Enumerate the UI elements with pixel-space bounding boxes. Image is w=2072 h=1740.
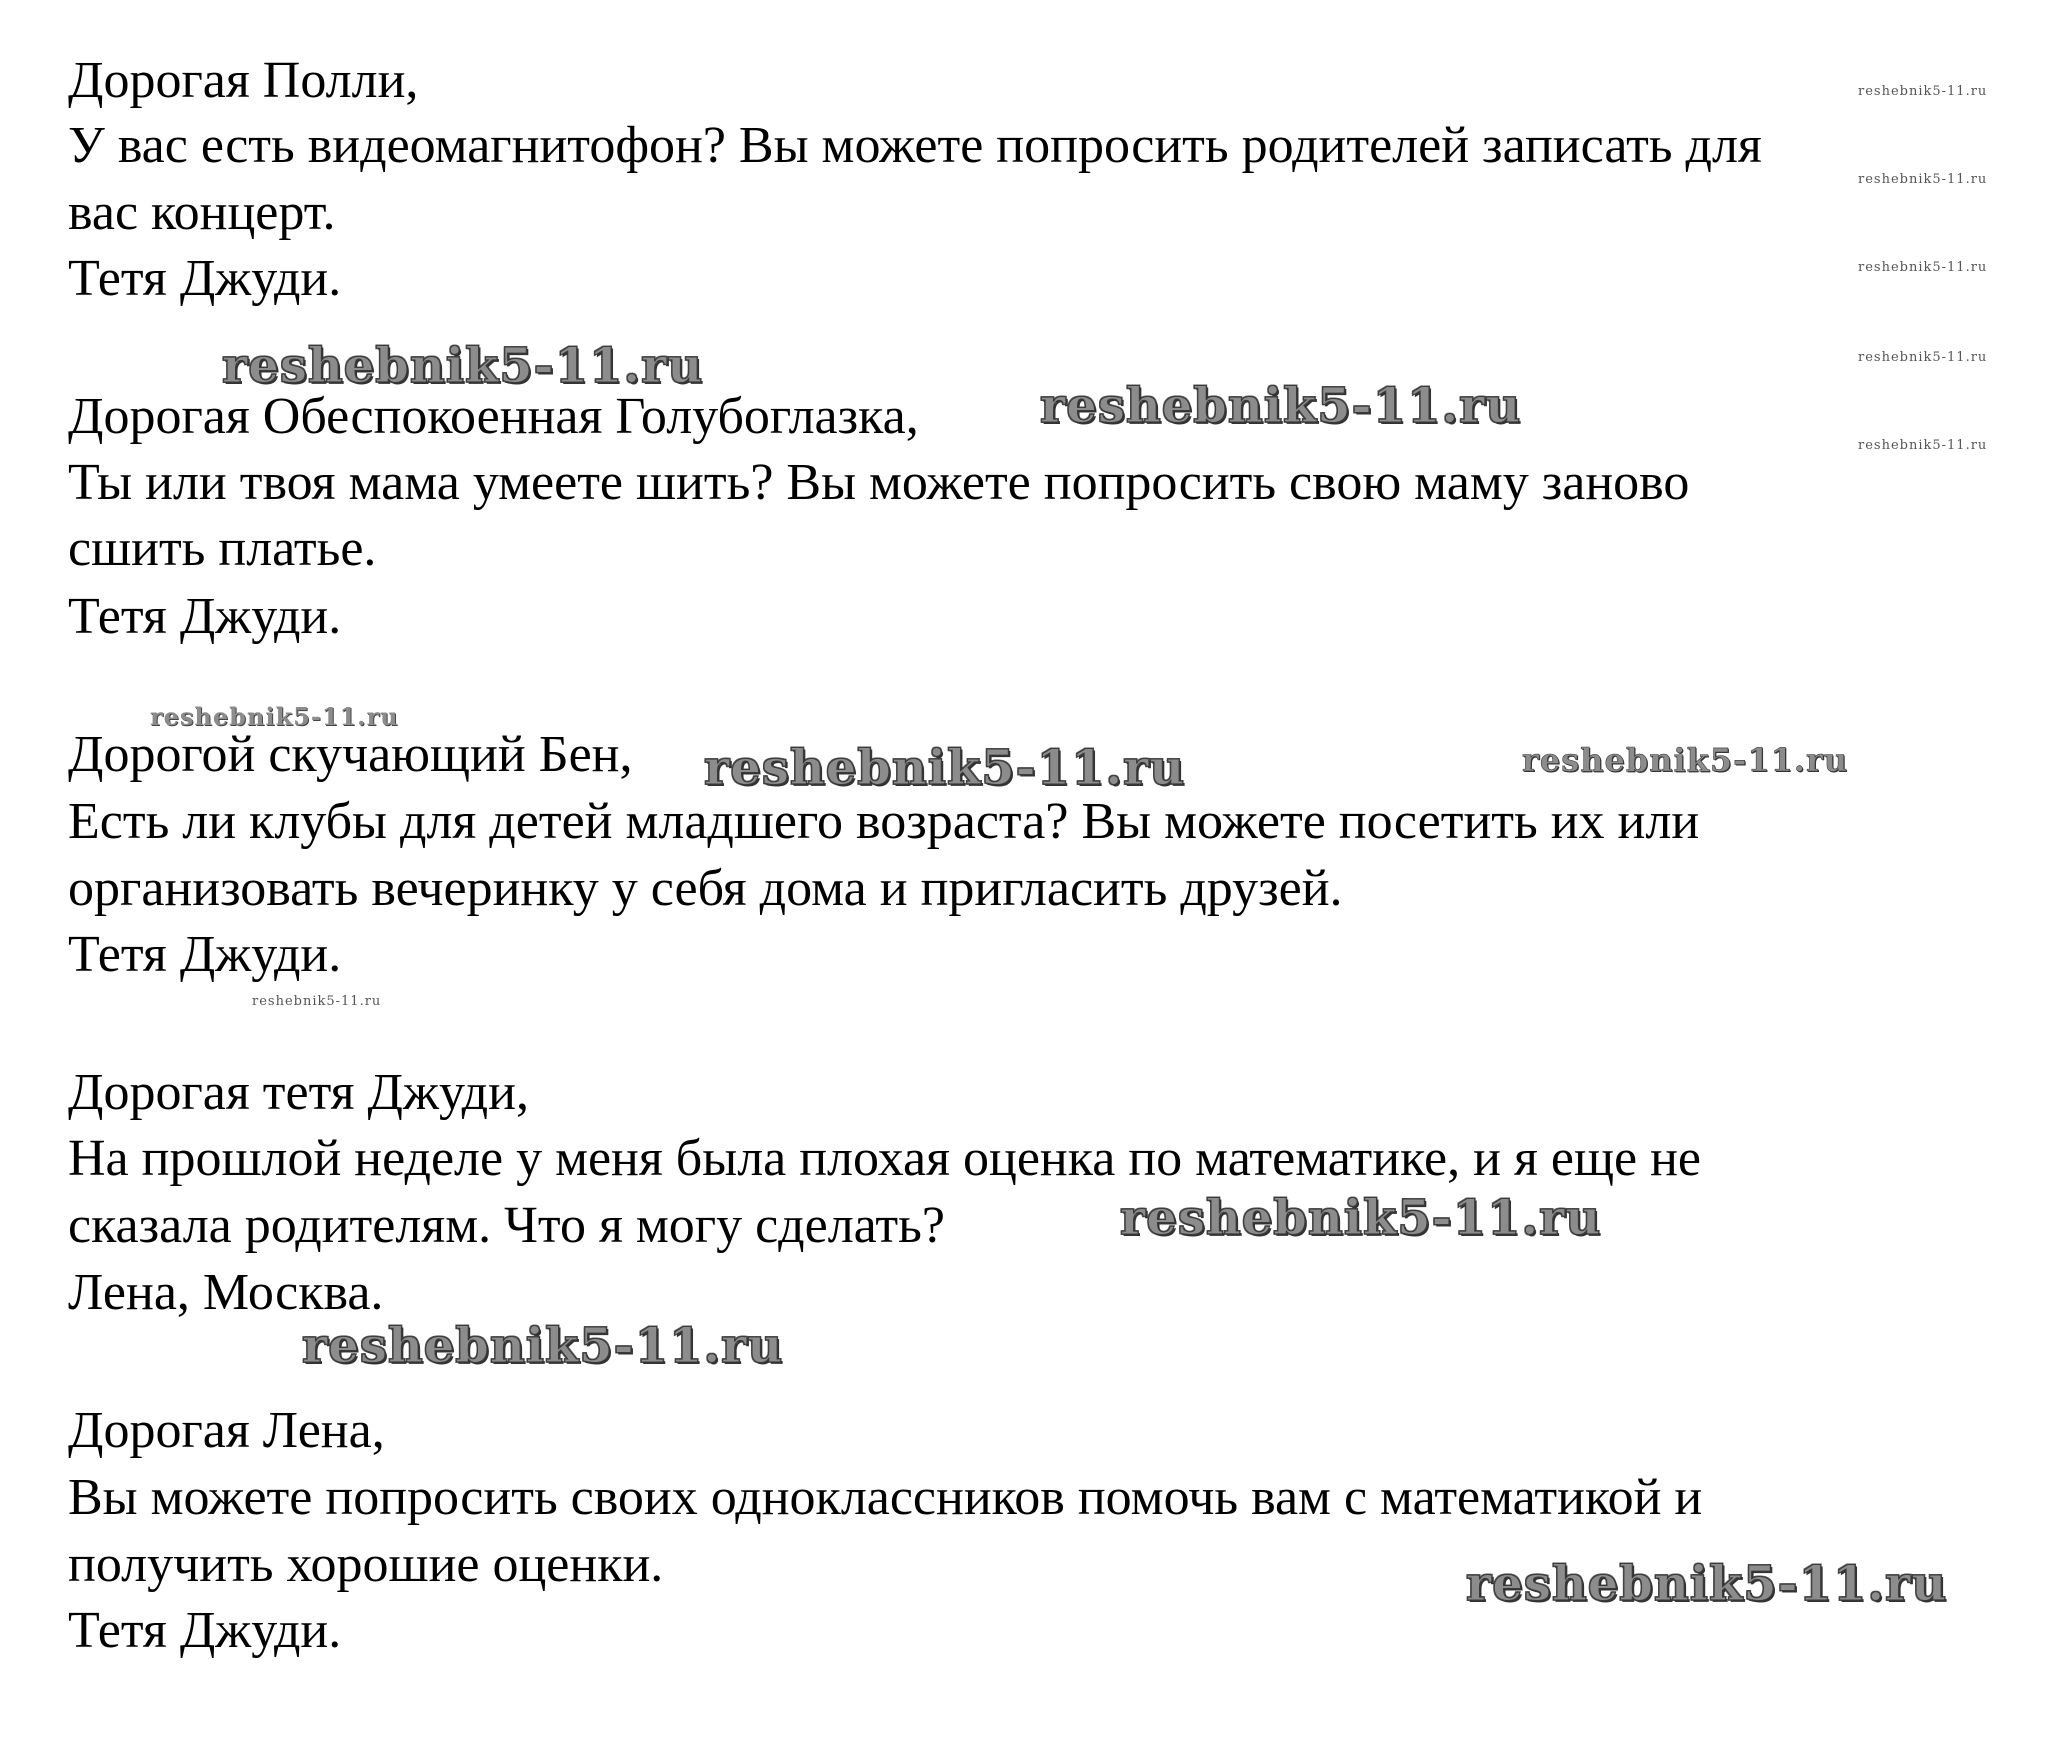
letter-1-greeting: Дорогая Полли, xyxy=(68,52,419,109)
letter-2-greeting: Дорогая Обеспокоенная Голубоглазка, xyxy=(68,388,919,445)
letter-1-body-line-2: вас концерт. xyxy=(68,184,336,241)
watermark: reshebnik5-11.ru xyxy=(1120,1190,1602,1246)
watermark: reshebnik5-11.ru xyxy=(1466,1556,1948,1612)
letter-3-greeting: Дорогой скучающий Бен, xyxy=(68,726,633,783)
letter-2-body-line-2: сшить платье. xyxy=(68,520,377,577)
letter-2-body-line-1: Ты или твоя мама умеете шить? Вы можете попросить свою маму заново xyxy=(68,454,1690,511)
letter-1-body-line-1: У вас есть видеомагнитофон? Вы можете попросить родителей записать для xyxy=(68,117,1762,174)
watermark: reshebnik5-11.ru xyxy=(302,1318,784,1374)
watermark: reshebnik5-11.ru xyxy=(1858,350,1988,365)
letter-3-body-line-1: Есть ли клубы для детей младшего возраста? Вы можете посетить их или xyxy=(68,793,1700,850)
watermark: reshebnik5-11.ru xyxy=(1858,84,1988,99)
letter-1-signature: Тетя Джуди. xyxy=(68,250,342,307)
letter-4-body-line-2: сказала родителям. Что я могу сделать? xyxy=(68,1197,945,1254)
letter-4-signature: Лена, Москва. xyxy=(68,1264,384,1321)
watermark: reshebnik5-11.ru xyxy=(1522,741,1849,779)
watermark: reshebnik5-11.ru xyxy=(1858,260,1988,275)
watermark: reshebnik5-11.ru xyxy=(1040,378,1522,434)
letter-5-body-line-1: Вы можете попросить своих одноклассников помочь вам с математикой и xyxy=(68,1469,1703,1526)
watermark: reshebnik5-11.ru xyxy=(1858,438,1988,453)
letter-2-signature: Тетя Джуди. xyxy=(68,588,342,645)
watermark: reshebnik5-11.ru xyxy=(252,994,382,1009)
watermark: reshebnik5-11.ru xyxy=(150,702,399,731)
letter-4-greeting: Дорогая тетя Джуди, xyxy=(68,1064,529,1121)
watermark: reshebnik5-11.ru xyxy=(704,740,1186,796)
watermark: reshebnik5-11.ru xyxy=(222,338,704,394)
letter-3-body-line-2: организовать вечеринку у себя дома и пригласить друзей. xyxy=(68,860,1343,917)
letter-4-body-line-1: На прошлой неделе у меня была плохая оценка по математике, и я еще не xyxy=(68,1130,1701,1187)
letter-5-body-line-2: получить хорошие оценки. xyxy=(68,1536,664,1593)
letter-3-signature: Тетя Джуди. xyxy=(68,926,342,983)
letter-5-greeting: Дорогая Лена, xyxy=(68,1402,385,1459)
letter-5-signature: Тетя Джуди. xyxy=(68,1602,342,1659)
watermark: reshebnik5-11.ru xyxy=(1858,172,1988,187)
